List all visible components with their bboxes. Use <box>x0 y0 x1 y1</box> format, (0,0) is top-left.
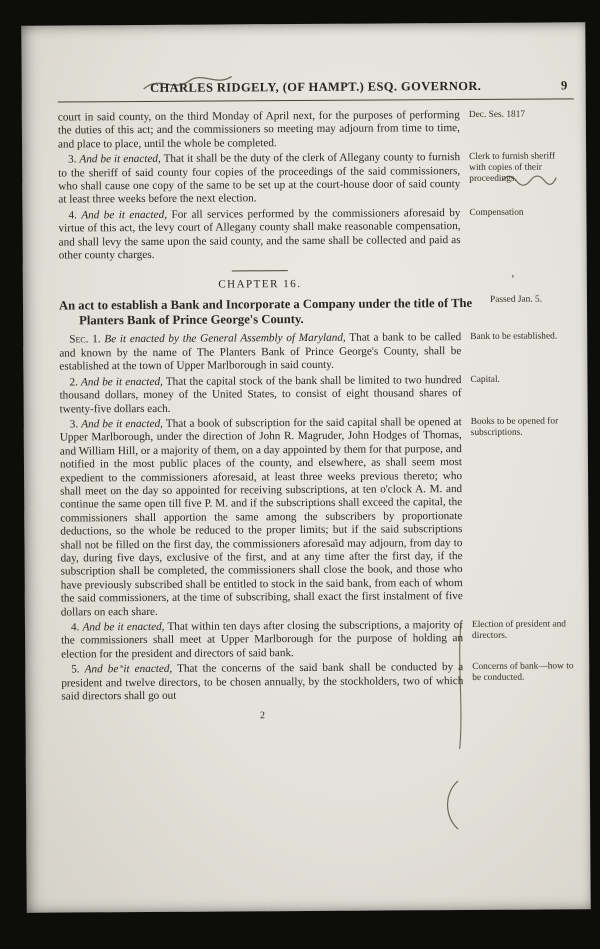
chapter-heading: CHAPTER 16. <box>218 278 302 292</box>
enacting-clause: And be it enacted, <box>80 375 163 389</box>
paragraph-text <box>58 151 460 207</box>
act-title-text: An act to establish a Bank and Incorporate a Company under the title of The Planters Bank of Prince George's County. <box>58 296 473 328</box>
page-content <box>21 22 589 723</box>
margin-note: Books to be opened for subscriptions. <box>470 416 559 438</box>
section-number: 4. <box>70 621 80 634</box>
body-text: court in said county, on the third Monday of April next, for the purposes of performing the duties of this act; and the commissioners so meeting may adjourn from time to time, and place to place, until the whole be completed. <box>57 109 460 151</box>
margin-note: Clerk to furnish sheriff with copies of their proceedings. <box>469 151 556 184</box>
section-3-subscriptions <box>60 415 577 619</box>
page-number: 9 <box>560 78 568 93</box>
running-header <box>58 78 574 96</box>
section-number: 3. <box>68 153 77 166</box>
enacting-clause: And be it enacted, <box>81 417 164 431</box>
enacting-clause: And be it enacted, <box>82 620 165 634</box>
section-number: 2. <box>69 376 78 389</box>
body-text: That it shall be the duty of the clerk of Allegany county to furnish to the sheriff of said county four copies of the proceedings of the said commissioners, who shall cause one copy of the same to be set up at the court-house door of said county at least three weeks before the next election. <box>58 151 461 206</box>
section-1-bank-established <box>59 331 575 374</box>
body-text: That the concerns of the said bank shall be conducted by a president and twelve directors, to be chosen annually, by the stockholders, two of which said directors shall go out <box>61 661 464 703</box>
chapter-divider <box>232 271 288 272</box>
paragraph-text <box>61 661 463 704</box>
section-5-concerns <box>61 661 577 704</box>
margin-note: Bank to be established. <box>470 331 558 343</box>
enacting-clause: And be it enacted, <box>81 208 168 222</box>
margin-note: Dec. Ses. 1817 <box>468 109 526 120</box>
section-number: 5. <box>71 663 80 676</box>
body-text: That the capital stock of the bank shall be limited to two hundred thousand dollars, money of the United States, to consist of eight thousand shares of twenty-five dollars each. <box>59 373 462 416</box>
enacting-clause: And be it enacted, <box>79 153 161 166</box>
body-text: That within ten days after closing the subscriptions, a majority of the commissioners shall meet at Upper Marlborough for the purpose of holding an election for the president and directors of said bank. <box>61 619 464 661</box>
section-3-clerk <box>58 151 574 208</box>
paragraph-text <box>59 332 461 375</box>
paragraph-text <box>61 619 463 662</box>
margin-note: Compensation <box>469 207 524 218</box>
section-2-capital <box>59 373 575 416</box>
header-rule <box>58 98 574 102</box>
body-text: That a bank to be called and known by the name of The Planters Bank of Prince George's County, shall be established at the town of Upper Marlborough in said county. <box>59 331 462 373</box>
body-text: That a book of subscription for the said capital shall be opened at Upper Marlborough, under the direction of John R. Magruder, John Hodges of Thomas, and William Hill, or a majority of them, on a day appointed by them for that purpose, and notified in the most public places of the county, and elsewhere, as shall seem most expedient to the commissioners aforesaid, at least three weeks previous thereto; who shall meet on the day so appointed for receiving subscriptions, at ten o'clock A. M. and continue the same open till five P. M. and if the subscriptions shall exceed the capital, the commissioners shall apportion the same among the subscribers by proportionate deductions, so the whole be reduced to the proper limits; but if the said subscriptions shall not be filled on the first day, the commissioners aforesaid may adjourn, from day to day, during five days, exclusive of the first, and at any time after the first day, if the subscription shall be completed, the commissioners shall close the book, and those who have previously subscribed shall be entitled to stock in the said bank, from each of whom the said commissioners, at the time of subscribing, shall exact the first instalment of five dollars on each share. <box>59 415 463 619</box>
act-title <box>59 294 575 332</box>
enacting-clause: Be it enacted by the General Assembly of Maryland, <box>104 332 346 346</box>
enacting-clause: And be it enacted, <box>84 663 173 676</box>
body-text: For all services performed by the commissioners aforesaid by virtue of this act, the levy court of Allegany county shall make reasonable compensation, and shall levy the same upon the said county, and the same shall be collected and paid as other county charges. <box>58 206 461 262</box>
section-4-compensation <box>58 206 574 263</box>
signature-mark: 2 <box>259 710 266 722</box>
header-title: CHARLES RIDGELY, (OF HAMPT.) ESQ. GOVERNOR. <box>150 78 482 95</box>
paragraph-text <box>58 109 460 152</box>
paragraph-text <box>60 416 463 620</box>
section-number: 3. <box>69 418 79 431</box>
section-number: 4. <box>68 209 77 222</box>
margin-note-passed: Passed Jan. 5. <box>489 295 543 306</box>
paragraph-text <box>58 207 460 263</box>
margin-note: Concerns of bank—how to be conducted. <box>472 661 574 684</box>
margin-note: Capital. <box>470 374 500 385</box>
section-4-election <box>61 618 577 661</box>
section-number: Sec. 1. <box>69 333 101 346</box>
paragraph-text <box>59 374 461 417</box>
ink-bracket-election <box>440 779 462 831</box>
margin-note: Election of president and directors. <box>471 619 566 641</box>
paragraph-continuation <box>58 108 574 151</box>
document-page <box>21 22 590 912</box>
